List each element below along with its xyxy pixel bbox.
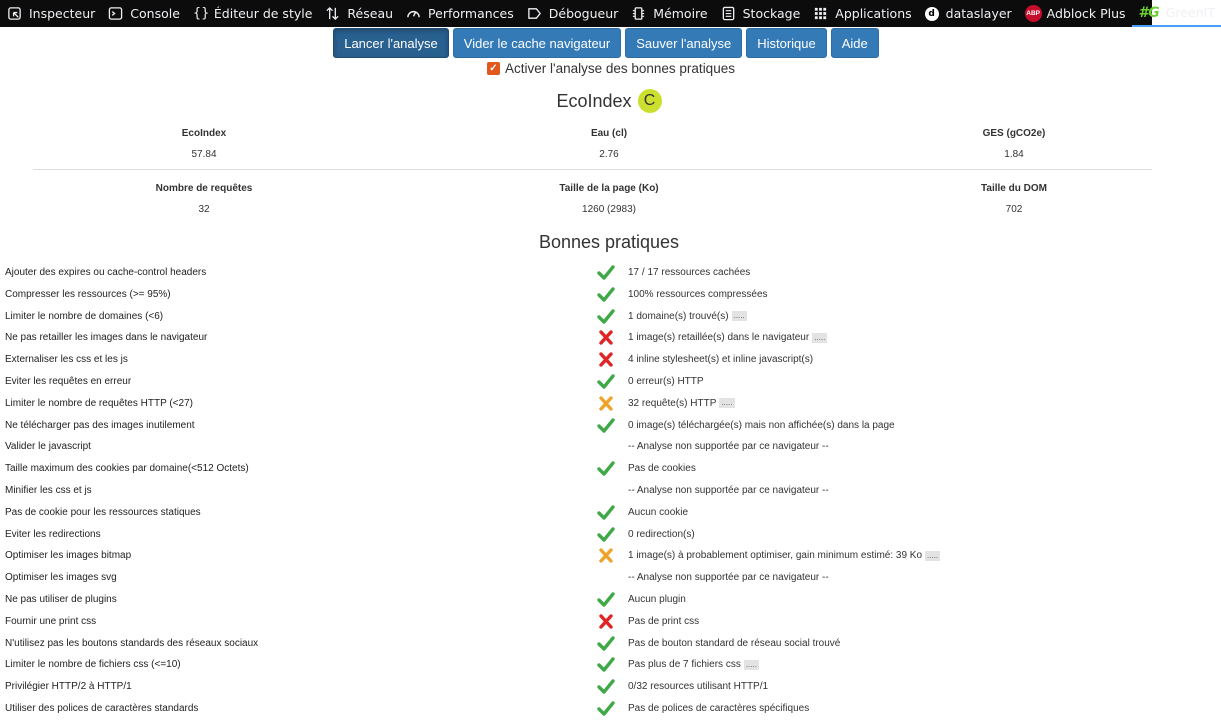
dataslayer-icon: d (925, 7, 939, 21)
metric-value: 57.84 (191, 149, 217, 160)
best-practice-comment (628, 311, 747, 322)
metric-requests (104, 183, 304, 215)
tab-debugger[interactable] (520, 0, 625, 27)
launch-analysis-button[interactable]: Lancer l'analyse (333, 28, 449, 58)
tab-adblock-plus[interactable] (1018, 0, 1132, 27)
metric-dom-size (914, 183, 1114, 215)
list-item (0, 480, 1152, 502)
comment-text: Pas de print css (628, 615, 700, 627)
storage-icon (721, 6, 736, 21)
list-item (0, 327, 1152, 349)
tab-label: dataslayer (945, 6, 1012, 21)
check-icon (597, 504, 615, 521)
tab-console[interactable] (101, 0, 186, 27)
comment-text: Pas plus de 7 fichiers css (628, 659, 741, 671)
metric-label: Nombre de requêtes (155, 183, 253, 194)
tab-label: Console (130, 6, 180, 21)
list-item (0, 633, 1152, 655)
best-practice-name: Ne pas utiliser de plugins (5, 593, 117, 605)
tab-label: Applications (835, 6, 912, 21)
metric-label: GES (gCO2e) (982, 128, 1046, 139)
check-icon (597, 286, 615, 303)
best-practice-comment (628, 289, 768, 300)
comment-text: 1 domaine(s) trouvé(s) (628, 310, 729, 322)
metric-page-size (509, 183, 709, 215)
comment-text: Aucun plugin (628, 593, 686, 605)
best-practice-name: Fournir une print css (5, 615, 97, 627)
comment-text: -- Analyse non supportée par ce navigateur -- (628, 441, 829, 453)
best-practice-name: Optimiser les images svg (5, 572, 117, 584)
best-practice-comment (628, 463, 696, 474)
inspector-icon (7, 6, 22, 21)
best-practice-name: Taille maximum des cookies par domaine(<512 Octets) (5, 463, 249, 475)
best-practice-comment (628, 638, 840, 649)
tab-storage[interactable] (714, 0, 807, 27)
list-item (0, 611, 1152, 633)
comment-text: Pas de cookies (628, 463, 696, 475)
tab-label: Débogueur (548, 6, 619, 21)
best-practices-title: Bonnes pratiques (538, 232, 680, 252)
best-practice-comment (628, 354, 813, 365)
check-icon (597, 700, 615, 717)
comment-text: 0 redirection(s) (628, 528, 695, 540)
best-practice-name: Limiter le nombre de fichiers css (<=10) (5, 659, 181, 671)
gauge-icon (406, 6, 421, 21)
metric-water (509, 128, 709, 160)
metric-value: 32 (198, 204, 210, 215)
comment-text: 1 image(s) à probablement optimiser, gain minimum estimé: 39 Ko (628, 550, 923, 562)
list-item (0, 698, 1152, 720)
divider (33, 169, 1152, 170)
check-icon (597, 417, 615, 434)
network-arrows-icon (325, 6, 340, 21)
metric-value: 2.76 (599, 149, 619, 160)
best-practice-comment (628, 267, 750, 278)
check-icon (597, 460, 615, 477)
tab-performance[interactable] (399, 0, 520, 27)
check-icon (597, 591, 615, 608)
best-practice-comment (628, 441, 829, 452)
memory-chip-icon (631, 6, 646, 21)
best-practice-comment (628, 529, 695, 540)
greenit-icon: #G (1138, 4, 1160, 21)
console-icon (108, 6, 123, 21)
check-icon (597, 635, 615, 652)
checkbox-label: Activer l'analyse des bonnes pratiques (505, 61, 735, 76)
tab-inspector[interactable] (0, 0, 101, 27)
list-item (0, 654, 1152, 676)
best-practice-comment (628, 398, 735, 409)
tab-label: Éditeur de style (213, 6, 313, 21)
debugger-icon (527, 6, 542, 21)
comment-text: 0 image(s) téléchargée(s) mais non affichée(s) dans la page (628, 419, 895, 431)
best-practice-comment (628, 659, 759, 670)
best-practice-comment (628, 420, 895, 431)
tab-label: GreenIT (1165, 5, 1215, 20)
list-item (0, 371, 1152, 393)
grid-icon (813, 6, 828, 21)
comment-text: Pas de polices de caractères spécifiques (628, 702, 810, 714)
comment-text: 100% ressources compressées (628, 288, 768, 300)
comment-text: -- Analyse non supportée par ce navigateur -- (628, 572, 829, 584)
best-practice-name: Limiter le nombre de requêtes HTTP (<27) (5, 397, 193, 409)
metric-label: Taille du DOM (981, 183, 1047, 194)
tab-memory[interactable] (624, 0, 713, 27)
action-buttons (0, 28, 1152, 58)
list-item (0, 393, 1152, 415)
best-practice-comment (628, 507, 688, 518)
list-item (0, 567, 1152, 589)
details-toggle-button[interactable]: ..... (733, 310, 745, 320)
best-practice-comment (628, 376, 704, 387)
best-practice-name: Eviter les redirections (5, 528, 101, 540)
comment-text: 1 image(s) retaillée(s) dans le navigateur (628, 332, 810, 344)
best-practice-name: Externaliser les css et les js (5, 354, 128, 366)
help-button[interactable]: Aide (831, 28, 879, 58)
best-practice-name: Ajouter des expires ou cache-control headers (5, 267, 207, 278)
list-item (0, 436, 1152, 458)
list-item (0, 502, 1152, 524)
best-practice-comment (628, 594, 686, 605)
metric-label: Taille de la page (Ko) (559, 183, 659, 194)
best-practice-comment (628, 572, 829, 583)
warning-cross-icon (597, 395, 615, 412)
best-practice-comment (628, 703, 809, 714)
tab-label: Adblock Plus (1046, 6, 1126, 21)
clear-cache-button[interactable]: Vider le cache navigateur (453, 28, 621, 58)
best-practices-toggle[interactable] (487, 61, 735, 76)
details-toggle-button[interactable]: ..... (927, 550, 939, 560)
cross-icon (597, 329, 615, 346)
best-practice-name: Compresser les ressources (>= 95%) (5, 288, 171, 300)
list-item (0, 284, 1152, 306)
best-practice-name: Limiter le nombre de domaines (<6) (5, 310, 164, 322)
devtools-toolbar (0, 0, 1215, 27)
checkbox[interactable]: ✓ (487, 62, 500, 75)
list-item (0, 458, 1152, 480)
tab-dataslayer[interactable] (918, 0, 1018, 27)
warning-cross-icon (597, 547, 615, 564)
tab-greenit[interactable] (1132, 0, 1221, 27)
tab-label: Réseau (347, 6, 394, 21)
ecoindex-heading (0, 89, 1218, 113)
cross-icon (597, 351, 615, 368)
list-item (0, 349, 1152, 371)
details-toggle-button[interactable]: ..... (745, 659, 757, 669)
best-practice-name: Minifier les css et js (5, 484, 92, 496)
metric-value: 702 (1005, 204, 1023, 215)
braces-icon: {} (192, 6, 210, 21)
metric-value: 1260 (2983) (582, 204, 636, 215)
comment-text: 4 inline stylesheet(s) et inline javascript(s) (628, 354, 814, 366)
best-practice-name: Valider le javascript (5, 441, 91, 453)
comment-text: -- Analyse non supportée par ce navigateur -- (628, 484, 829, 496)
best-practice-name: Utiliser des polices de caractères standards (5, 702, 199, 714)
tab-style-editor[interactable] (186, 0, 319, 27)
save-analysis-button[interactable]: Sauver l'analyse (625, 28, 742, 58)
details-toggle-button[interactable]: ..... (814, 332, 826, 342)
check-icon (597, 373, 615, 390)
comment-text: Pas de bouton standard de réseau social trouvé (628, 637, 841, 649)
comment-text: 17 / 17 ressources cachées (628, 267, 751, 278)
best-practice-name: Ne télécharger pas des images inutilement (5, 419, 195, 431)
comment-text: Aucun cookie (628, 506, 689, 518)
tab-label: Mémoire (653, 6, 708, 21)
metric-value: 1.84 (1004, 149, 1024, 160)
metric-ges (914, 128, 1114, 160)
tab-network[interactable] (318, 0, 399, 27)
list-item (0, 524, 1152, 546)
check-icon (597, 526, 615, 543)
list-item (0, 545, 1152, 567)
abp-icon: ABP (1025, 5, 1042, 22)
best-practice-comment (628, 550, 940, 561)
best-practice-name: Eviter les requêtes en erreur (5, 375, 132, 387)
best-practice-name: Pas de cookie pour les ressources statiques (5, 506, 201, 518)
details-toggle-button[interactable]: ..... (721, 398, 733, 408)
tab-label: Performances (428, 6, 514, 21)
comment-text: 0/32 resources utilisant HTTP/1 (628, 681, 769, 693)
best-practice-comment (628, 681, 768, 692)
check-icon (597, 264, 615, 281)
best-practice-comment (628, 485, 829, 496)
list-item (0, 306, 1152, 328)
list-item (0, 676, 1152, 698)
check-icon (597, 656, 615, 673)
history-button[interactable]: Historique (746, 28, 827, 58)
ecoindex-grade-badge: C (638, 89, 662, 113)
list-item (0, 415, 1152, 437)
best-practice-name: Optimiser les images bitmap (5, 550, 132, 562)
list-item (0, 589, 1152, 611)
best-practice-name: Privilégier HTTP/2 à HTTP/1 (5, 681, 132, 693)
list-item (0, 262, 1152, 284)
best-practice-name: Ne pas retailler les images dans le navigateur (5, 332, 208, 344)
tab-label: Stockage (742, 6, 801, 21)
metric-label: Eau (cl) (590, 128, 628, 139)
tab-label: Inspecteur (29, 6, 96, 21)
check-icon (597, 678, 615, 695)
check-icon (597, 308, 615, 325)
best-practices-list (0, 262, 1152, 720)
metric-label: EcoIndex (181, 128, 227, 139)
best-practice-comment (628, 616, 699, 627)
comment-text: 32 requête(s) HTTP (628, 397, 717, 409)
ecoindex-title: EcoIndex (556, 90, 632, 111)
tab-applications[interactable] (806, 0, 917, 27)
metric-ecoindex (104, 128, 304, 160)
cross-icon (597, 613, 615, 630)
comment-text: 0 erreur(s) HTTP (628, 375, 704, 387)
best-practice-name: N'utilisez pas les boutons standards des réseaux sociaux (5, 637, 259, 649)
best-practice-comment (628, 332, 827, 343)
